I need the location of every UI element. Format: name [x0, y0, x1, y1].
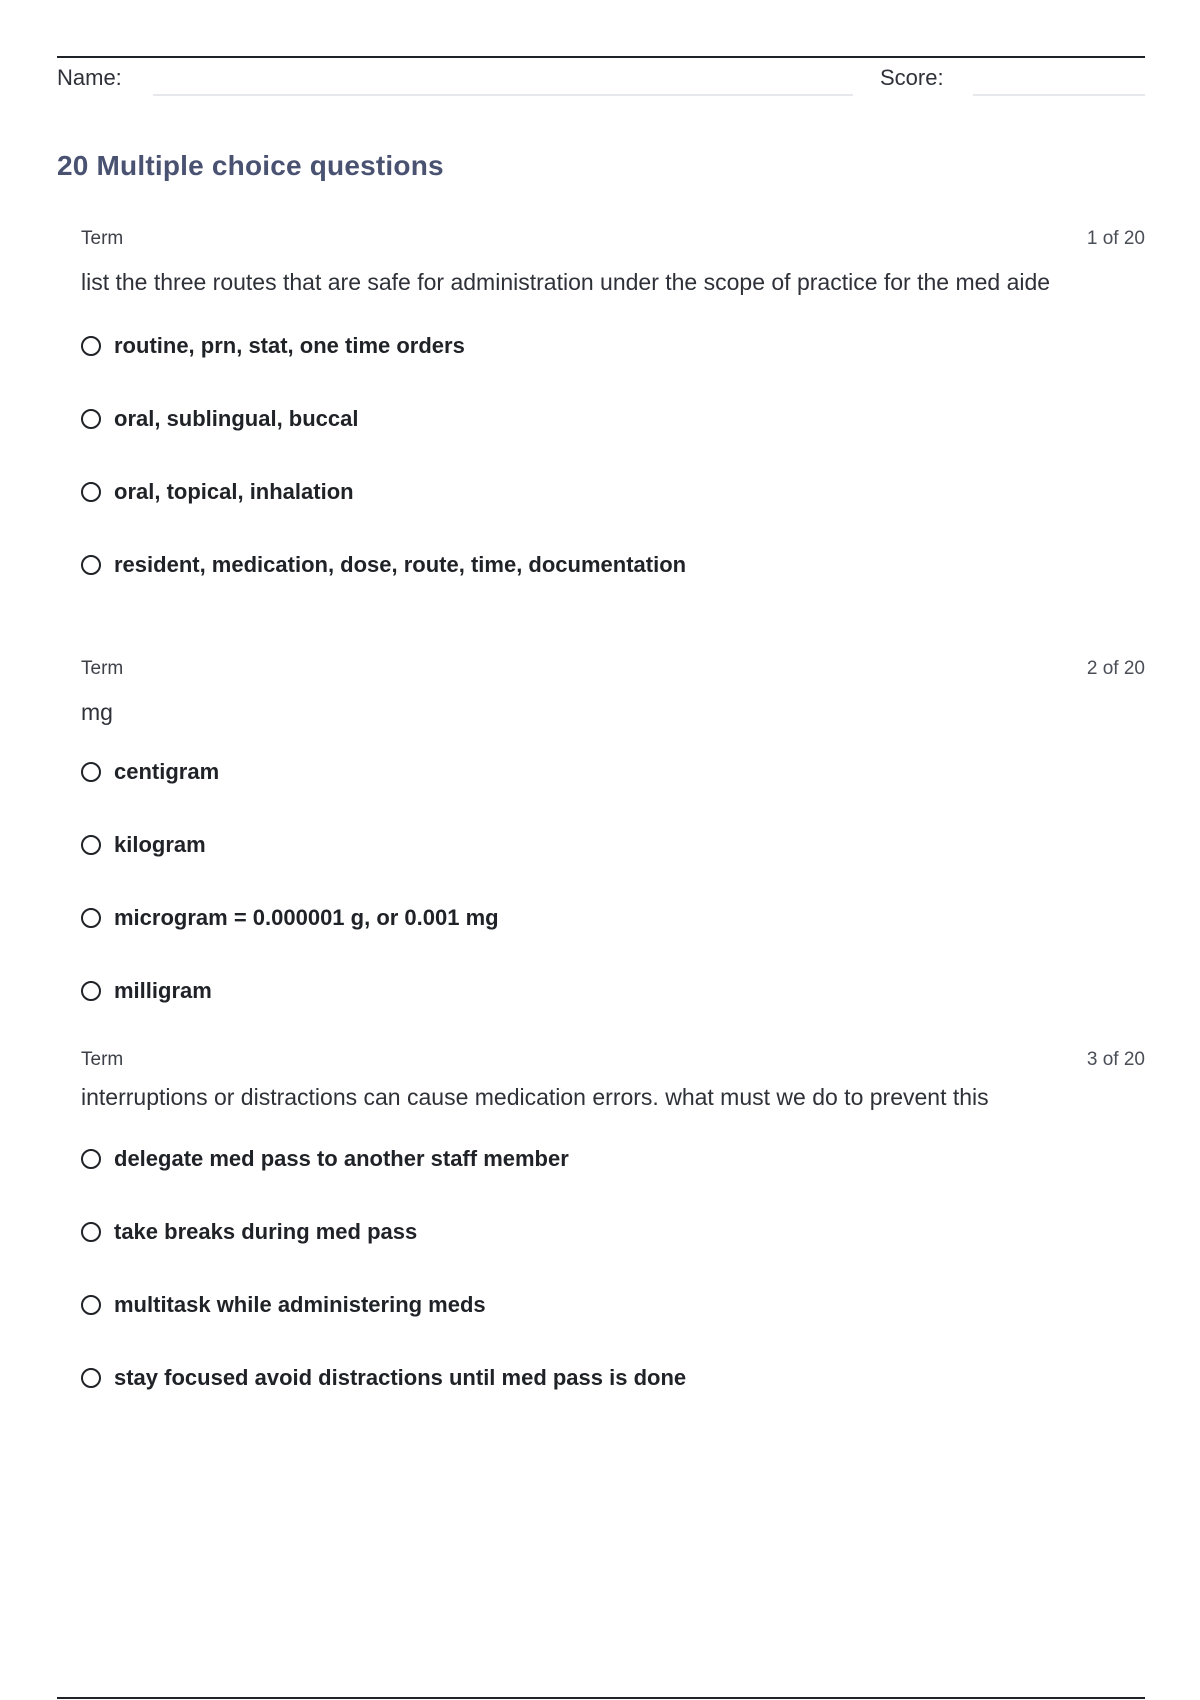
answer-option[interactable] — [81, 1122, 1145, 1195]
worksheet-header — [57, 62, 1145, 98]
radio-button[interactable] — [81, 908, 101, 928]
score-label: Score: — [880, 65, 944, 90]
radio-button[interactable] — [81, 1149, 101, 1169]
top-rule — [57, 56, 1145, 58]
answer-option[interactable] — [81, 1268, 1145, 1341]
name-field[interactable] — [153, 62, 853, 96]
answer-options — [81, 735, 1145, 1027]
answer-option[interactable] — [81, 1195, 1145, 1268]
question-kind: Term — [81, 228, 124, 249]
answer-option-label: oral, sublingual, buccal — [114, 405, 359, 431]
radio-button[interactable] — [81, 1368, 101, 1388]
answer-option[interactable] — [81, 455, 1145, 528]
answer-option-label: stay focused avoid distractions until med pass is done — [114, 1364, 687, 1390]
question-meta — [81, 228, 1145, 252]
answer-option-label: take breaks during med pass — [114, 1218, 418, 1244]
question-prompt: interruptions or distractions can cause medication errors. what must we do to prevent this — [81, 1084, 989, 1110]
answer-option[interactable] — [81, 1341, 1145, 1414]
question-card — [81, 228, 1145, 601]
question-meta — [81, 658, 1145, 682]
radio-button[interactable] — [81, 555, 101, 575]
question-card — [81, 1049, 1145, 1414]
answer-option-label: kilogram — [114, 831, 206, 857]
question-prompt: mg — [81, 699, 113, 725]
answer-option[interactable] — [81, 881, 1145, 954]
radio-button[interactable] — [81, 1222, 101, 1242]
radio-button[interactable] — [81, 482, 101, 502]
answer-option-label: microgram = 0.000001 g, or 0.001 mg — [114, 904, 499, 930]
radio-button[interactable] — [81, 1295, 101, 1315]
question-counter: 2 of 20 — [1086, 658, 1145, 679]
radio-button[interactable] — [81, 336, 101, 356]
answer-option[interactable] — [81, 528, 1145, 601]
answer-option[interactable] — [81, 735, 1145, 808]
radio-button[interactable] — [81, 409, 101, 429]
answer-option[interactable] — [81, 382, 1145, 455]
answer-options — [81, 1122, 1145, 1414]
answer-options — [81, 309, 1145, 601]
section-title: 20 Multiple choice questions — [57, 150, 444, 181]
question-card — [81, 658, 1145, 1027]
answer-option-label: centigram — [114, 758, 220, 784]
bottom-rule — [57, 1697, 1145, 1699]
answer-option-label: resident, medication, dose, route, time, documentation — [114, 551, 687, 577]
answer-option-label: delegate med pass to another staff member — [114, 1145, 569, 1171]
answer-option-label: multitask while administering meds — [114, 1291, 486, 1317]
answer-option[interactable] — [81, 309, 1145, 382]
answer-option-label: milligram — [114, 977, 212, 1003]
answer-option-label: routine, prn, stat, one time orders — [114, 332, 465, 358]
answer-option[interactable] — [81, 808, 1145, 881]
radio-button[interactable] — [81, 981, 101, 1001]
radio-button[interactable] — [81, 762, 101, 782]
question-prompt: list the three routes that are safe for administration under the scope of practice for the med aide — [81, 269, 1051, 295]
answer-option[interactable] — [81, 954, 1145, 1027]
question-kind: Term — [81, 1049, 124, 1070]
radio-button[interactable] — [81, 835, 101, 855]
answer-option-label: oral, topical, inhalation — [114, 478, 354, 504]
score-field[interactable] — [973, 62, 1145, 96]
question-counter: 3 of 20 — [1086, 1049, 1145, 1070]
question-kind: Term — [81, 658, 124, 679]
question-counter: 1 of 20 — [1086, 228, 1145, 249]
question-meta — [81, 1049, 1145, 1073]
name-label: Name: — [57, 65, 122, 90]
